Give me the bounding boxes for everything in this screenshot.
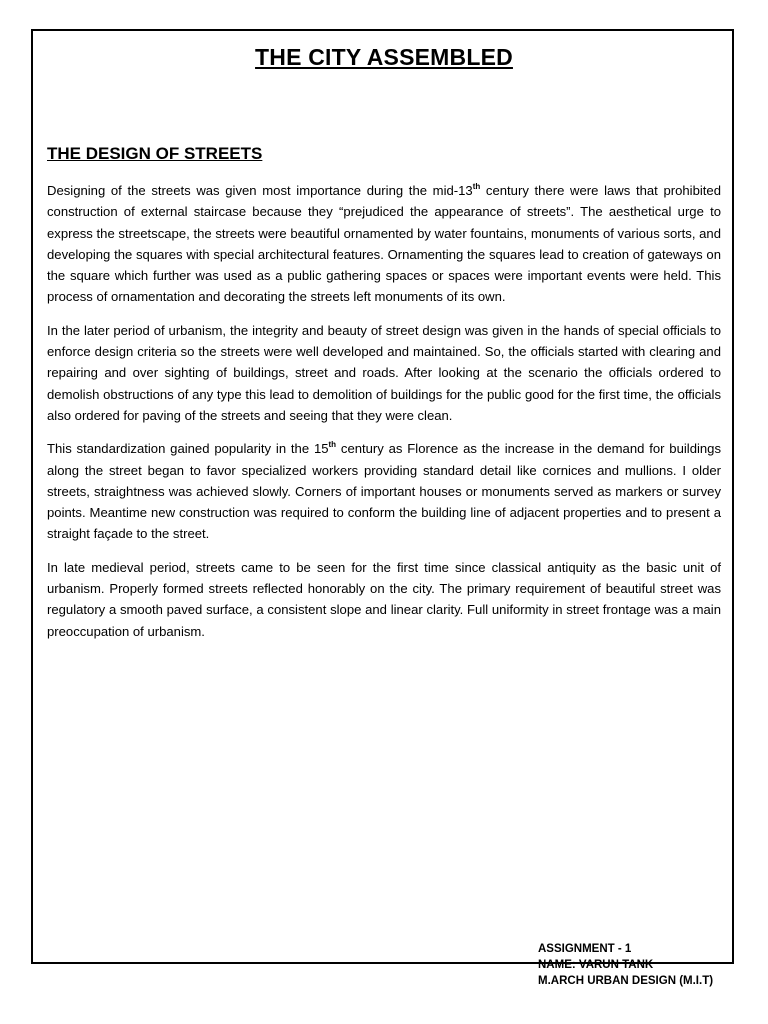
paragraph-1 — [47, 180, 721, 308]
ordinal-superscript: th — [472, 182, 481, 191]
paragraph-4: In late medieval period, streets came to be seen for the first time since classical antiquity as the basic unit of urbanism. Properly formed streets reflected honorably on the city. The primary requirement of beautiful street was regulatory a smooth paved surface, a consistent slope and linear clarity. Full uniformity in street frontage was a main preoccupation of urbanism. — [47, 559, 721, 639]
paragraph-3-text-b: century as Florence as the increase in the demand for buildings along the street began to favor specialized workers providing standard detail like cornices and mullions. I older streets, straightness was achieved slowly. Corners of important houses or monuments served as markers or survey points. Meantime new construction was required to conform the building line of adjacent properties and to present a straight façade to the street. — [47, 441, 721, 542]
paragraph-1-text-b: century there were laws that prohibited construction of external staircase because they “prejudiced the appearance of streets”. The aesthetical urge to express the streetscape, the streets were beautiful ornamented by water fountains, monuments of various sorts, and developing the squares with special architectural features. Ornamenting the squares lead to creation of gateways on the square which further was used as a public gathering spaces or spaces were important events were held. This process of ornamentation and decorating the streets left monuments of its own. — [47, 183, 721, 305]
paragraph-3 — [47, 438, 721, 544]
student-name: NAME: VARUN TANK — [538, 959, 654, 971]
assignment-info — [538, 941, 713, 989]
course-name: M.ARCH URBAN DESIGN (M.I.T) — [538, 975, 714, 987]
paragraph-2: In the later period of urbanism, the integrity and beauty of street design was given in the hands of special officials to enforce design criteria so the streets were well developed and maintained. So, the officials started with clearing and repairing and over sighting of buildings, street and roads. After looking at the scenario the officials ordered to demolish obstructions of any type this lead to demolition of buildings for the public good for the first time, the officials also ordered for paving of the streets and seeing that they were clean. — [47, 322, 721, 423]
assignment-number: ASSIGNMENT - 1 — [538, 943, 632, 955]
section-heading: THE DESIGN OF STREETS — [47, 144, 263, 163]
paragraph-3-text-a: This standardization gained popularity in the 15 — [47, 441, 329, 457]
document-title: THE CITY ASSEMBLED — [255, 44, 513, 70]
ordinal-superscript: th — [328, 440, 337, 450]
paragraph-1-text-a: Designing of the streets was given most importance during the mid-13 — [47, 183, 473, 198]
body-text — [47, 180, 721, 654]
